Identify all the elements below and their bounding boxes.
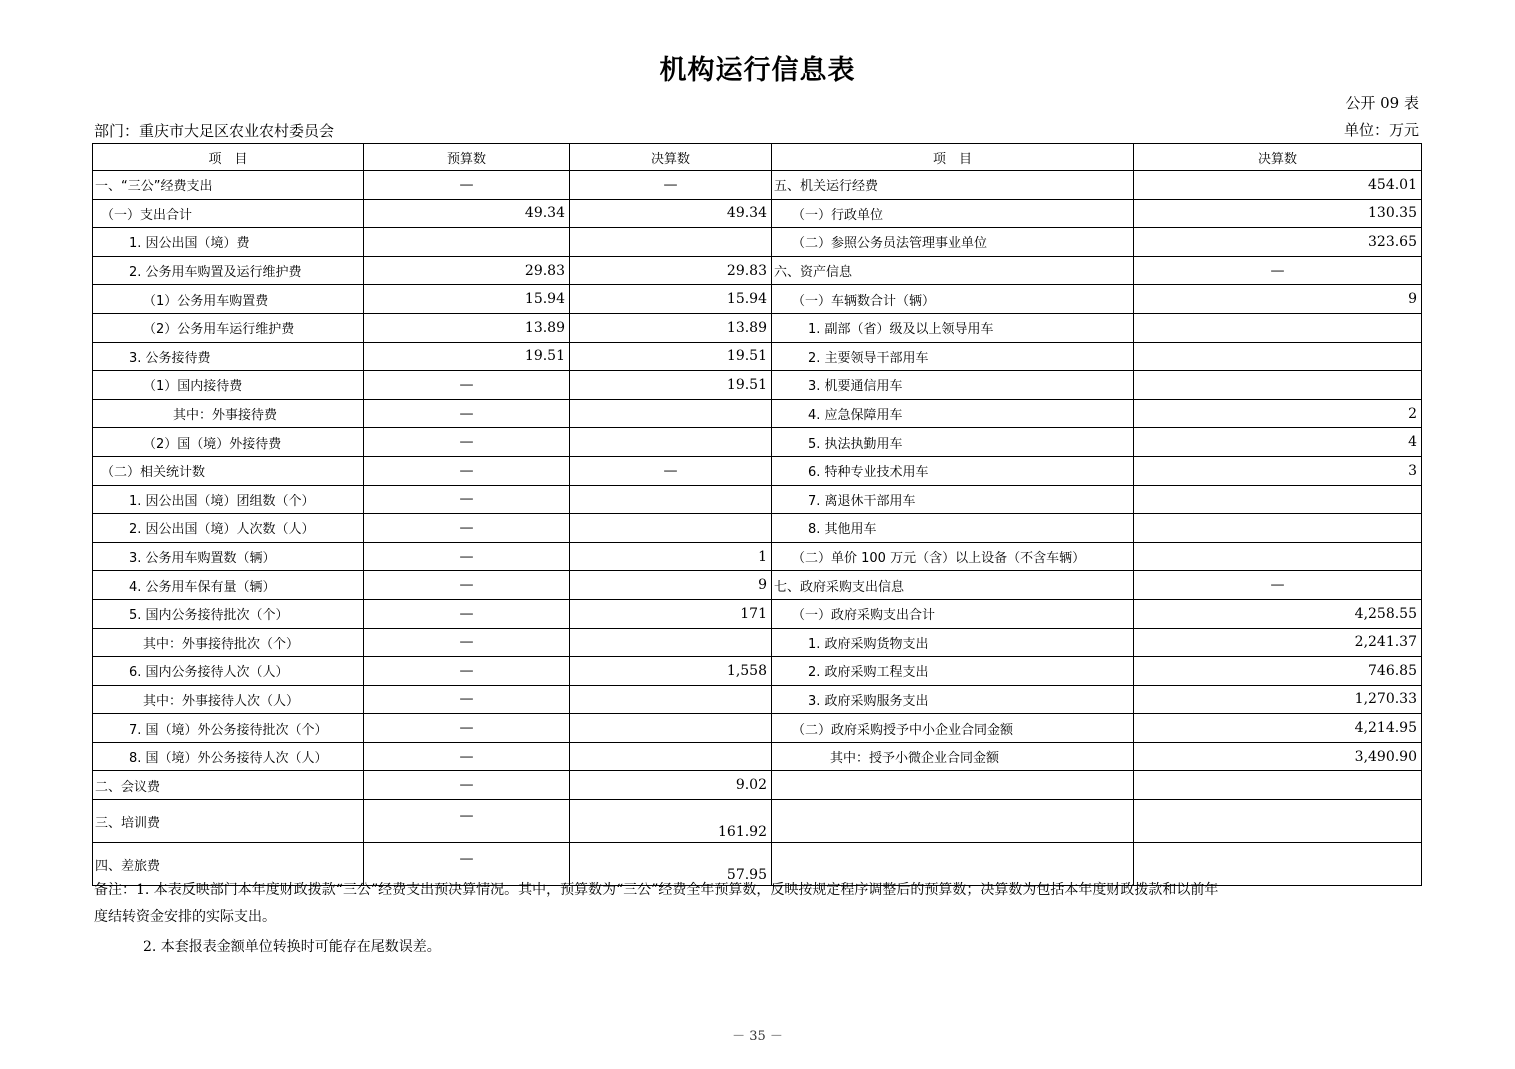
left-item-label: 其中：外事接待费 [93, 399, 364, 428]
final-value [570, 628, 772, 657]
final-value: 49.34 [570, 199, 772, 228]
table-row [93, 171, 1422, 200]
budget-value: — [364, 599, 570, 628]
budget-value: — [364, 399, 570, 428]
right-final-value [1134, 771, 1422, 800]
footnote-line-1: 备注：1. 本表反映部门本年度财政拨款“三公”经费支出预决算情况。其中，预算数为“三公”经费全年预算数，反映按规定程序调整后的预算数；决算数为包括本年度财政拨款和以前年 [94, 882, 1219, 898]
table-row [93, 657, 1422, 686]
table-row [93, 542, 1422, 571]
left-item-label: 其中：外事接待人次（人） [93, 685, 364, 714]
right-item-label [772, 771, 1134, 800]
right-final-value: 2 [1134, 399, 1422, 428]
right-item-label: 5. 执法执勤用车 [772, 428, 1134, 457]
final-value: 1 [570, 542, 772, 571]
right-item-label: （一）行政单位 [772, 199, 1134, 228]
right-final-value: 9 [1134, 285, 1422, 314]
left-item-label: （1）公务用车购置费 [93, 285, 364, 314]
left-item-label: 3. 公务接待费 [93, 342, 364, 371]
final-value: 29.83 [570, 256, 772, 285]
left-item-label: （2）国（境）外接待费 [93, 428, 364, 457]
form-number: 公开 09 表 [1345, 94, 1419, 112]
right-final-value [1134, 514, 1422, 543]
left-item-label: 6. 国内公务接待人次（人） [93, 657, 364, 686]
footnote-line-2: 度结转资金安排的实际支出。 [94, 909, 276, 925]
budget-value: — [364, 685, 570, 714]
budget-value: 15.94 [364, 285, 570, 314]
left-item-label: 7. 国（境）外公务接待批次（个） [93, 714, 364, 743]
final-value [570, 514, 772, 543]
right-item-label: 1. 政府采购货物支出 [772, 628, 1134, 657]
right-item-label: 6. 特种专业技术用车 [772, 456, 1134, 485]
left-item-label: （2）公务用车运行维护费 [93, 313, 364, 342]
right-final-value: 323.65 [1134, 228, 1422, 257]
final-value [570, 742, 772, 771]
budget-value: — [364, 485, 570, 514]
header-item-left: 项 目 [93, 144, 364, 171]
final-value [570, 428, 772, 457]
budget-value: — [364, 428, 570, 457]
right-item-label: （二）单价 100 万元（含）以上设备（不含车辆） [772, 542, 1134, 571]
department-label: 部门：重庆市大足区农业农村委员会 [94, 122, 335, 140]
right-item-label: 3. 政府采购服务支出 [772, 685, 1134, 714]
final-value: — [570, 456, 772, 485]
budget-value: — [364, 657, 570, 686]
header-final-right: 决算数 [1134, 144, 1422, 171]
left-item-label: 3. 公务用车购置数（辆） [93, 542, 364, 571]
left-item-label: 四、差旅费 [93, 843, 364, 886]
table-row [93, 399, 1422, 428]
page-title: 机构运行信息表 [659, 55, 856, 86]
right-item-label: （一）车辆数合计（辆） [772, 285, 1134, 314]
table-row [93, 685, 1422, 714]
right-final-value: 4,258.55 [1134, 599, 1422, 628]
left-item-label: 5. 国内公务接待批次（个） [93, 599, 364, 628]
final-value [570, 228, 772, 257]
final-value: 161.92 [570, 800, 772, 843]
right-item-label: 七、政府采购支出信息 [772, 571, 1134, 600]
right-final-value: 3 [1134, 456, 1422, 485]
right-item-label: （二）参照公务员法管理事业单位 [772, 228, 1134, 257]
header-item-right: 项 目 [772, 144, 1134, 171]
right-item-label [772, 800, 1134, 843]
final-value [570, 399, 772, 428]
final-value: 19.51 [570, 342, 772, 371]
table-row [93, 199, 1422, 228]
right-final-value: 3,490.90 [1134, 742, 1422, 771]
right-item-label: 其中：授予小微企业合同金额 [772, 742, 1134, 771]
right-final-value: 4,214.95 [1134, 714, 1422, 743]
right-item-label: 五、机关运行经费 [772, 171, 1134, 200]
budget-value: — [364, 371, 570, 400]
final-value [570, 485, 772, 514]
final-value: 15.94 [570, 285, 772, 314]
right-final-value [1134, 800, 1422, 843]
table-header-row [93, 144, 1422, 171]
final-value: 57.95 [570, 843, 772, 886]
budget-value: — [364, 571, 570, 600]
unit-label: 单位：万元 [1343, 121, 1419, 139]
table-row [93, 371, 1422, 400]
budget-value: — [364, 714, 570, 743]
budget-value: 13.89 [364, 313, 570, 342]
table-row [93, 771, 1422, 800]
right-item-label: 4. 应急保障用车 [772, 399, 1134, 428]
right-final-value: 4 [1134, 428, 1422, 457]
right-final-value: — [1134, 571, 1422, 600]
right-item-label: 8. 其他用车 [772, 514, 1134, 543]
final-value: 9 [570, 571, 772, 600]
budget-value: — [364, 800, 570, 843]
left-item-label: （1）国内接待费 [93, 371, 364, 400]
budget-value: — [364, 628, 570, 657]
table-row [93, 714, 1422, 743]
table-row [93, 256, 1422, 285]
left-item-label: 三、培训费 [93, 800, 364, 843]
right-final-value: 746.85 [1134, 657, 1422, 686]
right-final-value [1134, 342, 1422, 371]
budget-value: — [364, 771, 570, 800]
left-item-label: 二、会议费 [93, 771, 364, 800]
budget-value: 19.51 [364, 342, 570, 371]
final-value [570, 685, 772, 714]
final-value: 19.51 [570, 371, 772, 400]
budget-value: — [364, 742, 570, 771]
table-row [93, 742, 1422, 771]
left-item-label: 2. 公务用车购置及运行维护费 [93, 256, 364, 285]
table-row [93, 456, 1422, 485]
budget-value: — [364, 171, 570, 200]
budget-value: — [364, 456, 570, 485]
final-value: 1,558 [570, 657, 772, 686]
budget-value: 29.83 [364, 256, 570, 285]
right-item-label: （一）政府采购支出合计 [772, 599, 1134, 628]
left-item-label: 2. 因公出国（境）人次数（人） [93, 514, 364, 543]
left-item-label: 其中：外事接待批次（个） [93, 628, 364, 657]
right-item-label: 六、资产信息 [772, 256, 1134, 285]
page-number: － 35 － [732, 1029, 783, 1044]
left-item-label: （一）支出合计 [93, 199, 364, 228]
right-item-label: 1. 副部（省）级及以上领导用车 [772, 313, 1134, 342]
table-row [93, 599, 1422, 628]
left-item-label: 一、“三公”经费支出 [93, 171, 364, 200]
right-final-value [1134, 371, 1422, 400]
table-row [93, 628, 1422, 657]
right-final-value: 2,241.37 [1134, 628, 1422, 657]
table-row [93, 428, 1422, 457]
right-final-value: 454.01 [1134, 171, 1422, 200]
table-row [93, 800, 1422, 843]
final-value: 9.02 [570, 771, 772, 800]
left-item-label: （二）相关统计数 [93, 456, 364, 485]
budget-value: 49.34 [364, 199, 570, 228]
header-final-left: 决算数 [570, 144, 772, 171]
table-row [93, 342, 1422, 371]
final-value: 171 [570, 599, 772, 628]
left-item-label: 4. 公务用车保有量（辆） [93, 571, 364, 600]
footnote-line-3: 2. 本套报表金额单位转换时可能存在尾数误差。 [143, 939, 441, 955]
header-budget: 预算数 [364, 144, 570, 171]
right-item-label: 7. 离退休干部用车 [772, 485, 1134, 514]
budget-value: — [364, 542, 570, 571]
right-final-value [1134, 542, 1422, 571]
table-row [93, 571, 1422, 600]
budget-value: — [364, 843, 570, 886]
right-final-value [1134, 485, 1422, 514]
final-value [570, 714, 772, 743]
right-final-value [1134, 313, 1422, 342]
table-row [93, 285, 1422, 314]
left-item-label: 8. 国（境）外公务接待人次（人） [93, 742, 364, 771]
right-item-label: 2. 主要领导干部用车 [772, 342, 1134, 371]
right-item-label: 2. 政府采购工程支出 [772, 657, 1134, 686]
operation-info-table [92, 143, 1422, 886]
right-final-value: 1,270.33 [1134, 685, 1422, 714]
final-value: 13.89 [570, 313, 772, 342]
budget-value [364, 228, 570, 257]
left-item-label: 1. 因公出国（境）费 [93, 228, 364, 257]
table-row [93, 313, 1422, 342]
right-item-label: （二）政府采购授予中小企业合同金额 [772, 714, 1134, 743]
right-item-label: 3. 机要通信用车 [772, 371, 1134, 400]
table-row [93, 485, 1422, 514]
table-row [93, 228, 1422, 257]
right-final-value: — [1134, 256, 1422, 285]
table-row [93, 514, 1422, 543]
final-value: — [570, 171, 772, 200]
budget-value: — [364, 514, 570, 543]
left-item-label: 1. 因公出国（境）团组数（个） [93, 485, 364, 514]
right-final-value: 130.35 [1134, 199, 1422, 228]
